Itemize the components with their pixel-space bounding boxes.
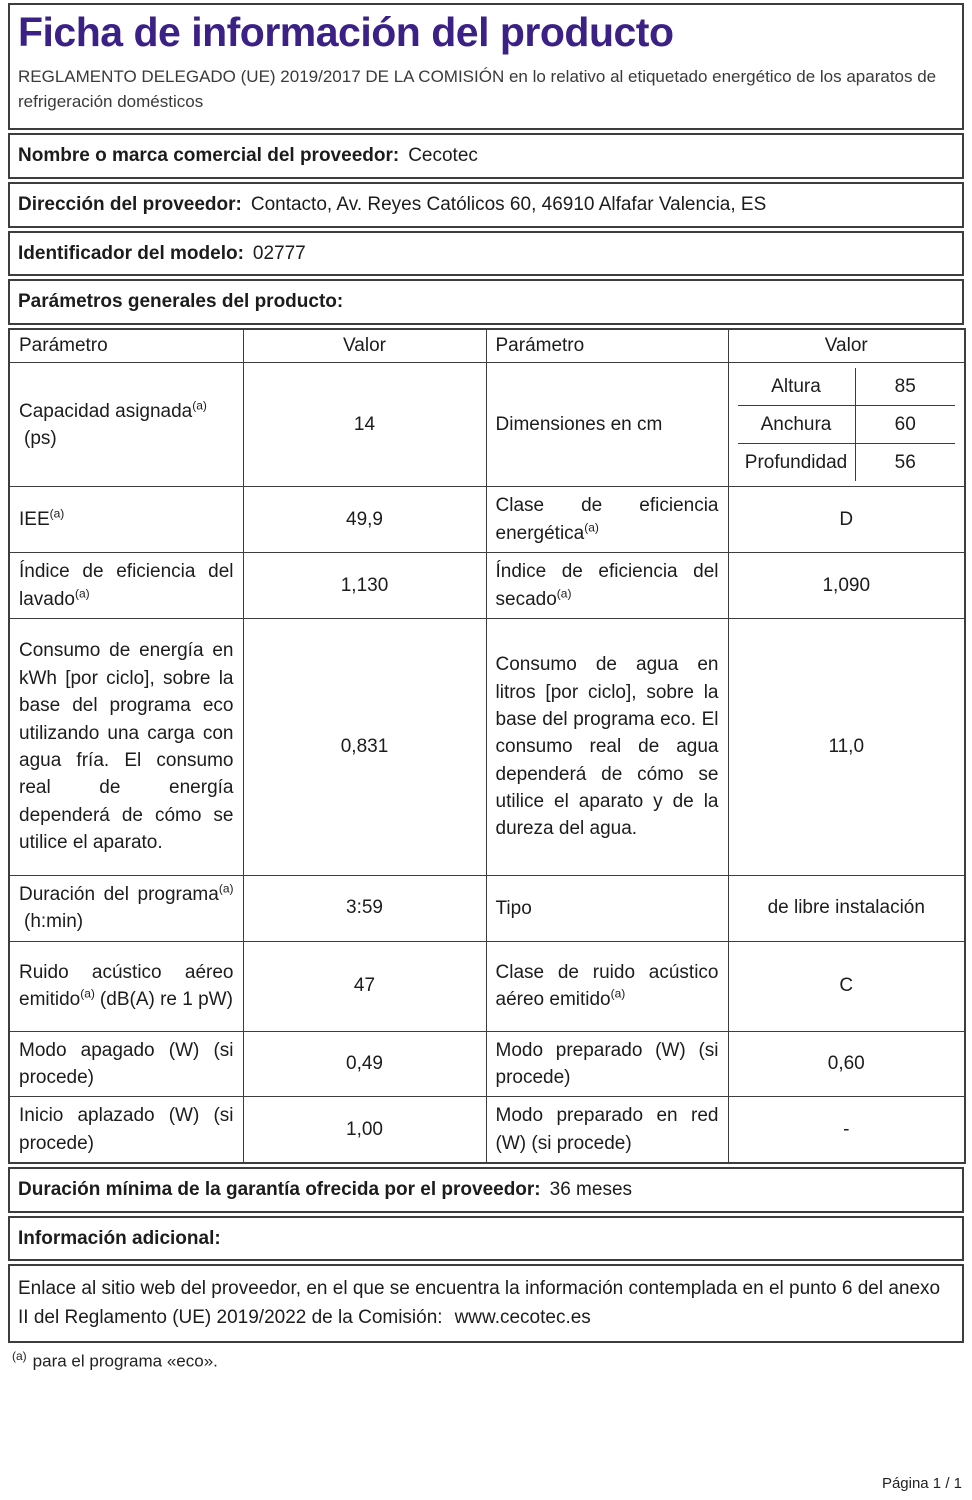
supplier-website-row bbox=[8, 1264, 964, 1343]
row-capacity-dimensions bbox=[9, 363, 965, 487]
dimension-height-value: 85 bbox=[856, 368, 956, 406]
standby-mode-value: 0,60 bbox=[728, 1031, 965, 1097]
row-efficiency-indices bbox=[9, 553, 965, 619]
page-title: Ficha de información del producto bbox=[18, 9, 674, 55]
footnote-ref-icon: (a) bbox=[80, 986, 95, 1001]
delayed-start-value: 1,00 bbox=[243, 1097, 486, 1163]
program-duration-label: Duración del programa$^{(a)}$(h:min) bbox=[9, 875, 243, 941]
type-value: de libre instalación bbox=[728, 875, 965, 941]
dry-index-label: Índice de eficiencia del secado$^{(a)}$ bbox=[486, 553, 728, 619]
footnote-ref-icon: (a) bbox=[49, 506, 65, 521]
dry-index-value: 1,090 bbox=[728, 553, 965, 619]
model-identifier-label: Identificador del modelo: bbox=[18, 242, 244, 264]
footnote-ref-icon: (a) bbox=[556, 586, 572, 601]
program-duration-value: 3:59 bbox=[243, 875, 486, 941]
warranty-value: 36 meses bbox=[549, 1179, 633, 1201]
energy-class-label: Clase de eficiencia energética$^{(a)}$ bbox=[486, 487, 728, 553]
capacity-value: 14 bbox=[243, 363, 486, 487]
off-mode-value: 0,49 bbox=[243, 1031, 486, 1097]
water-consumption-label: Consumo de agua en litros [por ciclo], sobre la base del programa eco. El consumo real de agua dependerá de cómo se utilice el aparato y de la dureza del agua. bbox=[486, 618, 728, 875]
header-valor-2: Valor bbox=[728, 329, 965, 363]
wash-index-value: 1,130 bbox=[243, 553, 486, 619]
networked-standby-value: - bbox=[728, 1097, 965, 1163]
energy-consumption-value: 0,831 bbox=[243, 618, 486, 875]
footnote-ref-icon: (a) bbox=[610, 986, 626, 1001]
footnote-ref-icon: (a) bbox=[218, 881, 234, 896]
additional-info-label: Información adicional: bbox=[18, 1227, 221, 1249]
iee-label: IEE$^{(a)}$ bbox=[9, 487, 243, 553]
footnote-ref-icon: (a) bbox=[192, 398, 207, 413]
dimension-depth-label: Profundidad bbox=[738, 444, 856, 481]
table-header-row bbox=[9, 329, 965, 363]
supplier-name-value: Cecotec bbox=[408, 145, 478, 167]
supplier-website-link[interactable]: www.cecotec.es bbox=[454, 1306, 591, 1328]
product-fiche bbox=[8, 3, 964, 1372]
row-delayed-networked bbox=[9, 1097, 965, 1163]
regulation-subtitle: REGLAMENTO DELEGADO (UE) 2019/2017 DE LA COMISIÓN en lo relativo al etiquetado energético de los aparatos de refrigeración domésticos bbox=[18, 67, 937, 111]
general-parameters-heading-row bbox=[8, 279, 964, 325]
noise-class-label: Clase de ruido acústico aéreo emitido$^{(a)}$ bbox=[486, 941, 728, 1031]
footnote-ref-icon: (a) bbox=[75, 586, 90, 601]
page-number: Página 1 / 1 bbox=[881, 1475, 962, 1492]
water-consumption-value: 11,0 bbox=[728, 618, 965, 875]
row-noise bbox=[9, 941, 965, 1031]
dimensions-values bbox=[728, 363, 965, 487]
warranty-row bbox=[8, 1167, 964, 1213]
off-mode-label: Modo apagado (W) (si procede) bbox=[9, 1031, 243, 1097]
supplier-name-label: Nombre o marca comercial del proveedor: bbox=[18, 145, 400, 167]
additional-info-heading-row bbox=[8, 1216, 964, 1262]
parameters-table bbox=[8, 328, 966, 1164]
header-valor-1: Valor bbox=[243, 329, 486, 363]
noise-class-value: C bbox=[728, 941, 965, 1031]
dimensions-label: Dimensiones en cm bbox=[486, 363, 728, 487]
iee-value: 49,9 bbox=[243, 487, 486, 553]
warranty-label: Duración mínima de la garantía ofrecida por el proveedor: bbox=[18, 1179, 541, 1201]
energy-class-value: D bbox=[728, 487, 965, 553]
row-consumption bbox=[9, 618, 965, 875]
energy-consumption-label: Consumo de energía en kWh [por ciclo], sobre la base del programa eco utilizando una carga con agua fría. El consumo real de energía dependerá de cómo se utilice el aparato. bbox=[9, 618, 243, 875]
capacity-label: Capacidad asignada$^{(a)}$(ps) bbox=[9, 363, 243, 487]
supplier-address-label: Dirección del proveedor: bbox=[18, 194, 242, 216]
wash-index-label: Índice de eficiencia del lavado$^{(a)}$ bbox=[9, 553, 243, 619]
row-off-standby bbox=[9, 1031, 965, 1097]
footnote-marker: (a) bbox=[12, 1349, 27, 1364]
dimension-width-value: 60 bbox=[856, 406, 956, 444]
supplier-website-text: Enlace al sitio web del proveedor, en el que se encuentra la información contemplada en el punto 6 del anexo II del Reglamento (UE) 2019/2022 de la Comisión: bbox=[18, 1278, 941, 1328]
networked-standby-label: Modo preparado en red (W) (si procede) bbox=[486, 1097, 728, 1163]
delayed-start-label: Inicio aplazado (W) (si procede) bbox=[9, 1097, 243, 1163]
noise-value: 47 bbox=[243, 941, 486, 1031]
noise-label: Ruido acústico aéreo emitido$^{(a)}$ (dB(A) re 1 pW) bbox=[9, 941, 243, 1031]
dimension-height-label: Altura bbox=[738, 368, 856, 406]
footnote-text: para el programa «eco». bbox=[32, 1352, 218, 1372]
model-identifier-value: 02777 bbox=[252, 242, 306, 264]
supplier-address-value: Contacto, Av. Reyes Católicos 60, 46910 Alfafar Valencia, ES bbox=[250, 194, 767, 216]
standby-mode-label: Modo preparado (W) (si procede) bbox=[486, 1031, 728, 1097]
header-section bbox=[8, 3, 964, 130]
type-label: Tipo bbox=[486, 875, 728, 941]
supplier-address-row bbox=[8, 182, 964, 228]
supplier-name-row bbox=[8, 133, 964, 179]
row-iee-energy-class bbox=[9, 487, 965, 553]
dimension-depth-value: 56 bbox=[894, 452, 916, 474]
header-parametro-2: Parámetro bbox=[486, 329, 728, 363]
row-duration-type bbox=[9, 875, 965, 941]
header-parametro-1: Parámetro bbox=[9, 329, 243, 363]
footnote bbox=[12, 1349, 964, 1372]
model-identifier-row bbox=[8, 231, 964, 277]
general-parameters-label: Parámetros generales del producto: bbox=[18, 291, 344, 313]
footnote-ref-icon: (a) bbox=[584, 520, 599, 535]
dimension-width-label: Anchura bbox=[738, 406, 856, 444]
